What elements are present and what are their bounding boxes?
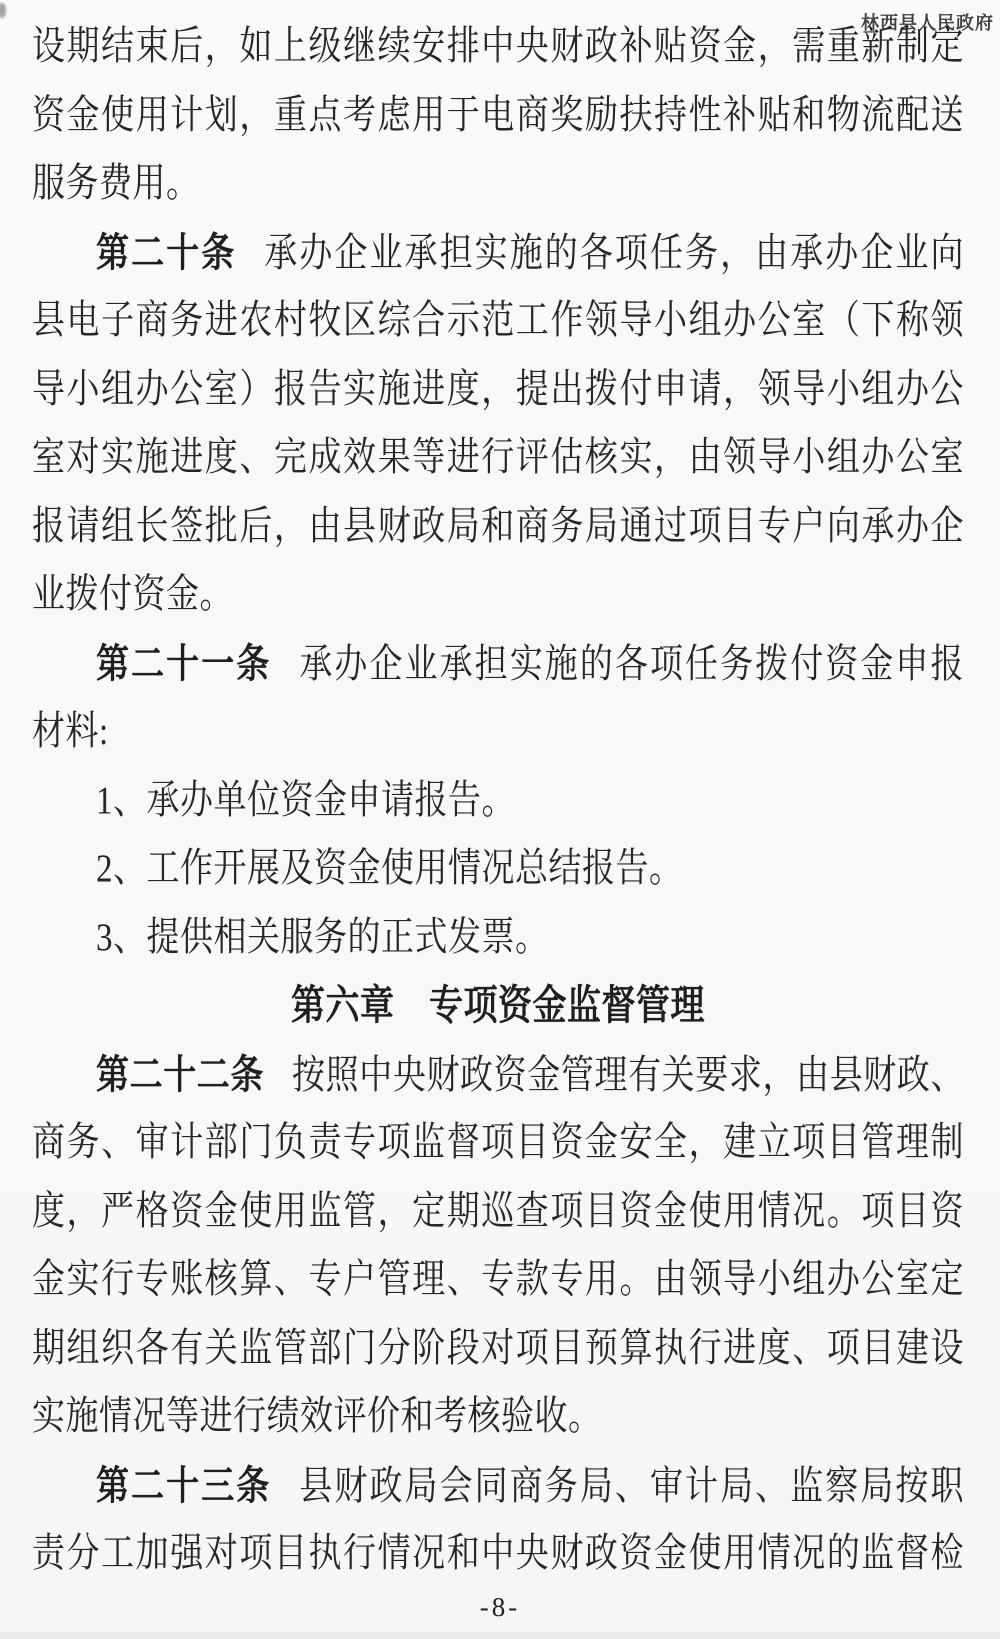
article-number: 第二十一条: [96, 640, 272, 686]
document-body: [32, 13, 964, 1589]
list-item: 1、承办单位资金申请报告。: [96, 778, 515, 823]
article-text: 按照中央财政资金管理有关要求，由县财政、: [292, 1054, 965, 1098]
article-number: 第二十条: [96, 229, 237, 275]
chapter-heading: 第六章 专项资金监督管理: [291, 983, 705, 1029]
text-line: 资金使用计划，重点考虑用于电商奖励扶持性补贴和物流配送: [32, 93, 964, 138]
page-number: -8-: [479, 1592, 521, 1622]
scan-smudge-mark: [0, 3, 6, 18]
text-line: 责分工加强对项目执行情况和中央财政资金使用情况的监督检: [32, 1532, 964, 1576]
text-line: 业拨付资金。: [32, 573, 233, 617]
text-line: 商务、审计部门负责专项监督项目资金安全，建立项目管理制: [32, 1121, 964, 1165]
article-number: 第二十三条: [96, 1462, 272, 1508]
text-line: 县电子商务进农村牧区综合示范工作领导小组办公室（下称领: [32, 299, 964, 343]
text-line: 服务费用。: [32, 162, 200, 206]
article-text: 承办企业承担实施的各项任务，由承办企业向: [264, 232, 965, 276]
list-item: 3、提供相关服务的正式发票。: [96, 915, 549, 960]
article-text: 承办企业承担实施的各项任务拨付资金申报: [299, 643, 965, 687]
text-line: 导小组办公室）报告实施进度，提出拨付申请，领导小组办公: [32, 367, 964, 412]
text-line: 材料:: [32, 710, 109, 754]
text-line: 期组织各有关监管部门分阶段对项目预算执行进度、项目建设: [32, 1326, 964, 1371]
article-text: 县财政局会同商务局、审计局、监察局按职: [299, 1465, 965, 1509]
government-watermark: 林西县人民政府: [861, 13, 994, 33]
text-line: 金实行专账核算、专户管理、专款专用。由领导小组办公室定: [32, 1258, 964, 1302]
text-line: 设期结束后，如上级继续安排中央财政补贴资金，需重新制定: [32, 25, 964, 69]
list-item: 2、工作开展及资金使用情况总结报告。: [96, 847, 683, 891]
text-line: 度，严格资金使用监管，定期巡查项目资金使用情况。项目资: [32, 1189, 964, 1234]
article-number: 第二十二条: [96, 1051, 265, 1097]
text-line: 室对实施进度、完成效果等进行评估核实，由领导小组办公室: [32, 436, 964, 480]
text-line: 报请组长签批后，由县财政局和商务局通过项目专户向承办企: [32, 504, 964, 549]
text-line: 实施情况等进行绩效评价和考核验收。: [32, 1395, 602, 1439]
